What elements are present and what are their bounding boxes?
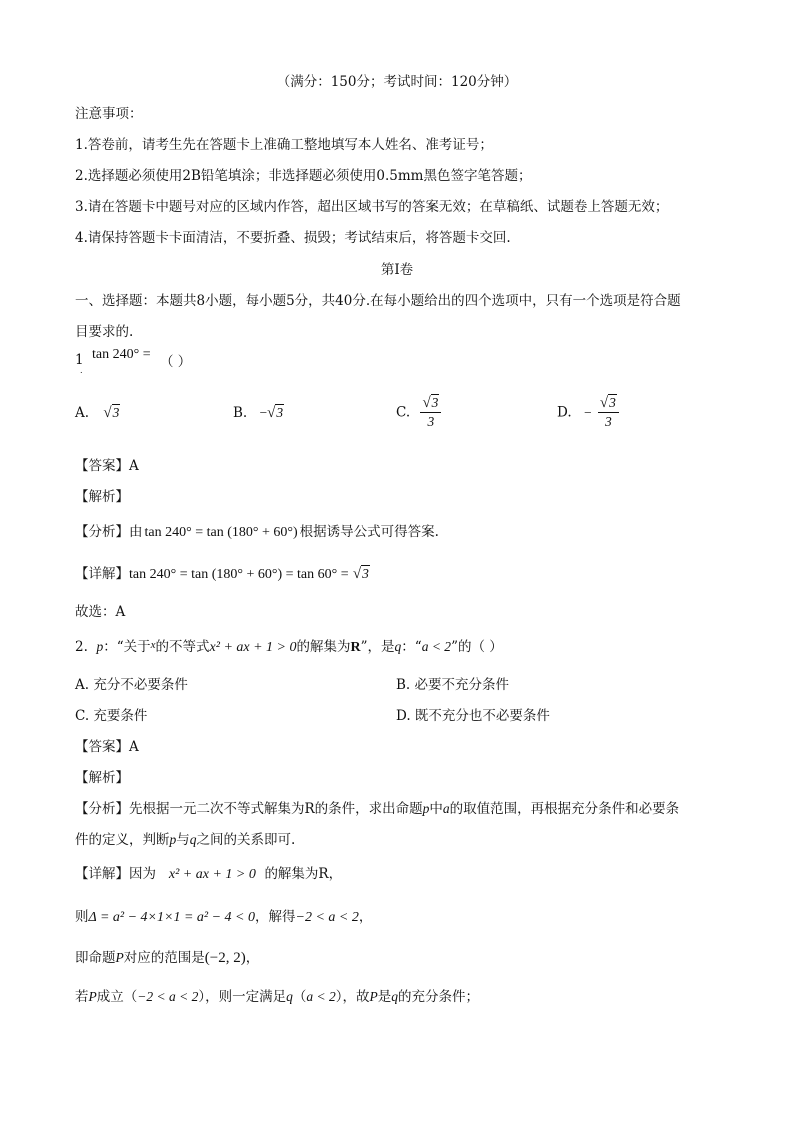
q1-option-d-label: D. — [557, 404, 572, 421]
q1-number-dot: . — [80, 366, 83, 375]
q2-stem-part2: 的不等式 — [155, 639, 210, 655]
sqrt-icon: √ — [352, 566, 362, 582]
q2-inequality: x² + ax + 1 > 0 — [209, 640, 297, 655]
q1-option-c-radicand: 3 — [431, 395, 439, 410]
q2-xiangjie — [75, 862, 342, 883]
q2-last-c: ），则一定满足 — [198, 989, 287, 1005]
q1-option-d-minus: − — [583, 404, 592, 420]
q1-fenxi-post: 根据诱导公式可得答案. — [299, 524, 439, 540]
q2-last-q2: q — [391, 989, 398, 1004]
xiangjie-tag: 【详解】 — [75, 566, 129, 582]
q2-answer — [75, 735, 139, 755]
q1-option-b — [233, 405, 284, 422]
q1-analysis-tag: 【解析】 — [75, 489, 129, 505]
q2-condition: a < 2 — [421, 639, 452, 654]
q2-fenxi-line1 — [75, 797, 679, 817]
q2-range-a: 即命题 — [75, 950, 116, 966]
fenxi-tag: 【分析】 — [75, 801, 129, 817]
notes-title: 注意事项： — [75, 106, 143, 122]
q2-option-b: B. 必要不充分条件 — [396, 677, 510, 693]
q1-option-a-sqrt — [103, 405, 120, 422]
q1-option-c-sqrt — [422, 394, 439, 412]
q1-option-a-label: A. — [75, 405, 90, 421]
q2-last-a: 若 — [75, 989, 89, 1005]
q2-fenxi-line1-b: 中 — [429, 801, 443, 817]
q1-option-c-label: C. — [396, 404, 411, 421]
section-intro-line1: 一、选择题：本题共8小题，每小题5分，共40分.在每小题给出的四个选项中，只有一个选项是符合题 — [75, 293, 681, 309]
q2-delta-b: ，解得 — [255, 909, 296, 925]
q1-option-b-sqrt — [267, 405, 284, 422]
q1-option-c — [396, 394, 441, 431]
q2-option-d: D. 既不充分也不必要条件 — [396, 708, 550, 724]
q2-option-c: C. 充要条件 — [75, 708, 148, 724]
q2-fenxi-line2-a: 件的定义，判断 — [75, 832, 170, 848]
q2-stem — [75, 635, 503, 656]
q1-option-d-fraction — [598, 394, 619, 431]
q1-option-d-radicand: 3 — [609, 395, 616, 410]
section-title: 第I卷 — [380, 262, 414, 278]
q1-option-b-label: B. — [233, 405, 248, 421]
q2-last-expr2: a < 2 — [306, 989, 336, 1004]
sqrt-icon: √ — [267, 405, 276, 421]
q2-fenxi-line1-a: 先根据一元二次不等式解集为R的条件，求出命题 — [129, 801, 423, 817]
note-item-4: 4.请保持答题卡卡面清洁，不要折叠、损毁；考试结束后，将答题卡交回. — [75, 230, 511, 246]
q2-number: 2. — [75, 639, 88, 655]
q2-last-p: P — [88, 989, 97, 1004]
q2-last-d: （ — [292, 989, 307, 1005]
sqrt-icon: √ — [599, 395, 609, 411]
q1-stem-paren: （ ） — [160, 354, 192, 370]
q1-option-a — [75, 405, 120, 422]
q2-range-expr: (−2, 2) — [204, 950, 246, 966]
q2-delta-a: 则 — [75, 909, 89, 925]
q1-answer — [75, 454, 139, 474]
q2-range-b: 对应的范围是 — [123, 950, 205, 966]
q2-delta-expr: Δ = a² − 4×1×1 = a² − 4 < 0 — [88, 910, 255, 925]
q2-p: p — [96, 639, 104, 654]
q2-stem-part4: ”，是 — [360, 639, 395, 655]
section-intro-line2: 目要求的. — [75, 324, 134, 340]
q2-R: R — [350, 640, 361, 655]
q2-fenxi-line2-b: 与 — [176, 832, 190, 848]
q1-stem-expr: tan 240° = — [92, 347, 151, 362]
answer-tag: 【答案】 — [75, 458, 129, 474]
q1-option-c-fraction — [420, 394, 441, 431]
q2-range-c: ， — [245, 950, 260, 966]
q2-stem-part5: ：“ — [401, 639, 422, 655]
q1-xiangjie-radicand: 3 — [362, 566, 369, 581]
q2-x: x — [150, 639, 156, 651]
q2-stem-part1: ：“关于 — [103, 639, 151, 655]
q2-fenxi-line2-p: p — [169, 832, 177, 847]
q2-delta — [75, 905, 372, 926]
q2-xiangjie-b: 的解集为R， — [264, 866, 343, 882]
q1-final: 故选：A — [75, 604, 126, 620]
q1-xiangjie — [75, 562, 370, 583]
q2-xiangjie-a: 因为 — [129, 866, 156, 882]
score-time-line: （满分：150分；考试时间：120分钟） — [276, 74, 518, 90]
q2-fenxi-line1-p: p — [422, 801, 430, 816]
q1-option-c-denominator: 3 — [427, 414, 435, 429]
note-item-2: 2.选择题必须使用2B铅笔填涂；非选择题必须使用0.5mm黑色签字笔答题； — [75, 168, 532, 184]
q1-fenxi — [75, 520, 439, 541]
q1-option-d — [557, 394, 619, 431]
q2-xiangjie-expr: x² + ax + 1 > 0 — [168, 867, 256, 882]
q1-xiangjie-sqrt — [353, 566, 370, 583]
q2-last-p2: P — [369, 989, 378, 1004]
q2-answer-value: A — [129, 739, 139, 755]
note-item-1: 1.答卷前，请考生先在答题卡上准确工整地填写本人姓名、准考证号； — [75, 137, 493, 153]
xiangjie-tag: 【详解】 — [75, 866, 129, 882]
q2-stem-part3: 的解集为 — [296, 639, 351, 655]
q1-option-d-sqrt — [600, 394, 617, 412]
sqrt-icon: √ — [103, 405, 112, 421]
q2-last-f: 是 — [377, 989, 392, 1005]
q2-delta-c: ， — [358, 909, 373, 925]
fenxi-tag: 【分析】 — [75, 524, 129, 540]
q2-fenxi-line1-a-var: a — [442, 801, 450, 816]
q2-last — [75, 985, 479, 1005]
q2-stem-part6: ”的（ ） — [451, 639, 503, 655]
q1-fenxi-pre: 由 — [129, 524, 143, 540]
note-item-3: 3.请在答题卡中题号对应的区域内作答，超出区域书写的答案无效；在草稿纸、试题卷上答题无效； — [75, 199, 669, 215]
q2-option-a: A. 充分不必要条件 — [75, 677, 188, 693]
q2-last-b: 成立（ — [96, 989, 138, 1005]
q1-xiangjie-expr: tan 240° = tan (180° + 60°) = tan 60° = — [129, 567, 349, 582]
q2-analysis-tag: 【解析】 — [75, 770, 129, 786]
q2-last-e: ），故 — [335, 989, 370, 1005]
q2-range-p: P — [115, 950, 124, 965]
q2-last-g: 的充分条件； — [397, 989, 479, 1005]
q2-fenxi-line2 — [75, 828, 295, 848]
q1-option-a-radicand: 3 — [112, 405, 120, 420]
q1-option-b-radicand: 3 — [276, 405, 284, 420]
q1-option-b-minus: − — [259, 405, 268, 420]
sqrt-icon: √ — [422, 395, 431, 411]
q2-last-expr1: −2 < a < 2 — [137, 989, 199, 1004]
q2-delta-range: −2 < a < 2 — [295, 910, 359, 925]
q1-option-d-denominator: 3 — [604, 414, 612, 429]
q2-last-q: q — [286, 989, 293, 1004]
q1-number: 1 — [75, 352, 84, 368]
q1-fenxi-expr: tan 240° = tan (180° + 60°) — [144, 525, 298, 540]
q1-answer-value: A — [129, 458, 139, 474]
answer-tag: 【答案】 — [75, 739, 129, 755]
q2-fenxi-line1-c: 的取值范围，再根据充分条件和必要条 — [449, 801, 680, 817]
q2-fenxi-line2-c: 之间的关系即可. — [196, 832, 296, 848]
q2-fenxi-line2-q: q — [189, 832, 197, 847]
q2-q: q — [394, 639, 402, 654]
q2-range — [75, 946, 259, 967]
